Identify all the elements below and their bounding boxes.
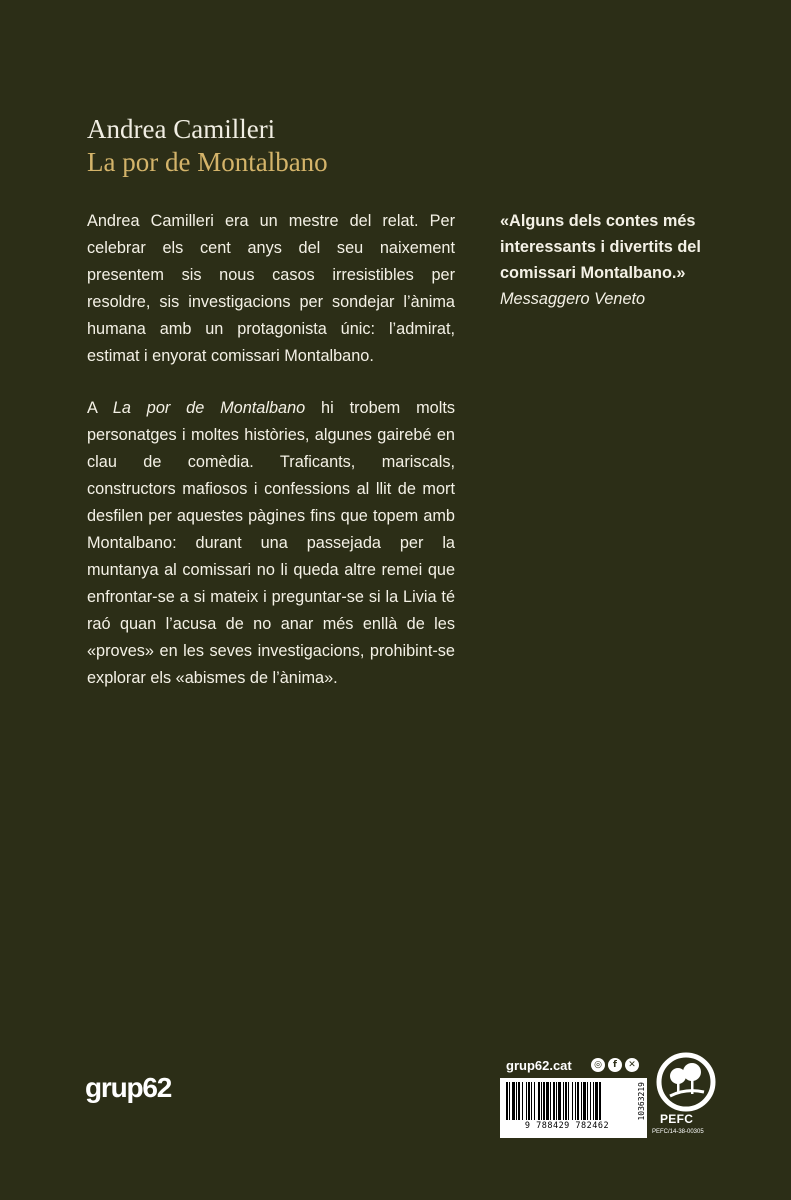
- barcode-bars: [504, 1082, 630, 1122]
- press-quote: [500, 208, 740, 312]
- blurb-text: [87, 208, 455, 717]
- blurb-paragraph-2-prefix: A: [87, 399, 113, 417]
- blurb-paragraph-1: Andrea Camilleri era un mestre del relat. Per celebrar els cent anys del seu naixement presentem sis nous casos irresistibles per resoldre, sis investigacions per sondejar l’ànima humana amb un protagonista únic: l’admirat, estimat i enyorat comissari Montalbano.: [87, 212, 455, 365]
- blurb-paragraph-2-rest: hi trobem molts personatges i moltes històries, algunes gairebé en clau de comèdia. Traficants, mariscals, constructors mafiosos i confessions al llit de mort desfilen per aquestes pàgines fins que topem amb Montalbano: durant una passejada per la muntanya al comissari no li queda altre remei que enfrontar-se a si mateix i preguntar-se si la Livia té raó quan l’acusa de no anar més enllà de les «proves» en les seves investigacions, prohibint-se explorar els «abismes de l’ànima».: [87, 399, 455, 687]
- barcode: [500, 1078, 647, 1138]
- isbn-number: 9 788429 782462: [524, 1121, 610, 1131]
- author-name: Andrea Camilleri: [87, 114, 276, 144]
- pefc-code: PEFC/14-38-00305: [652, 1129, 704, 1135]
- barcode-ref-code: 10363219: [637, 1082, 646, 1121]
- blurb-book-title: La por de Montalbano: [112, 399, 306, 417]
- quote-text: «Alguns dels contes més interessants i divertits del comissari Montalbano.»: [500, 212, 701, 282]
- book-title: La por de Montalbano: [87, 147, 328, 177]
- pefc-label: PEFC: [660, 1112, 694, 1126]
- pefc-tree-icon: [656, 1052, 716, 1112]
- x-icon: ✕: [625, 1058, 639, 1072]
- instagram-icon: ◎: [591, 1058, 605, 1072]
- blurb-paragraph-2: [87, 395, 455, 692]
- grup62-logo: grup62: [85, 1072, 172, 1103]
- social-icons: [591, 1058, 639, 1072]
- quote-source: Messaggero Veneto: [500, 290, 646, 308]
- publisher-website: grup62.cat: [506, 1058, 572, 1073]
- facebook-icon: f: [608, 1058, 622, 1072]
